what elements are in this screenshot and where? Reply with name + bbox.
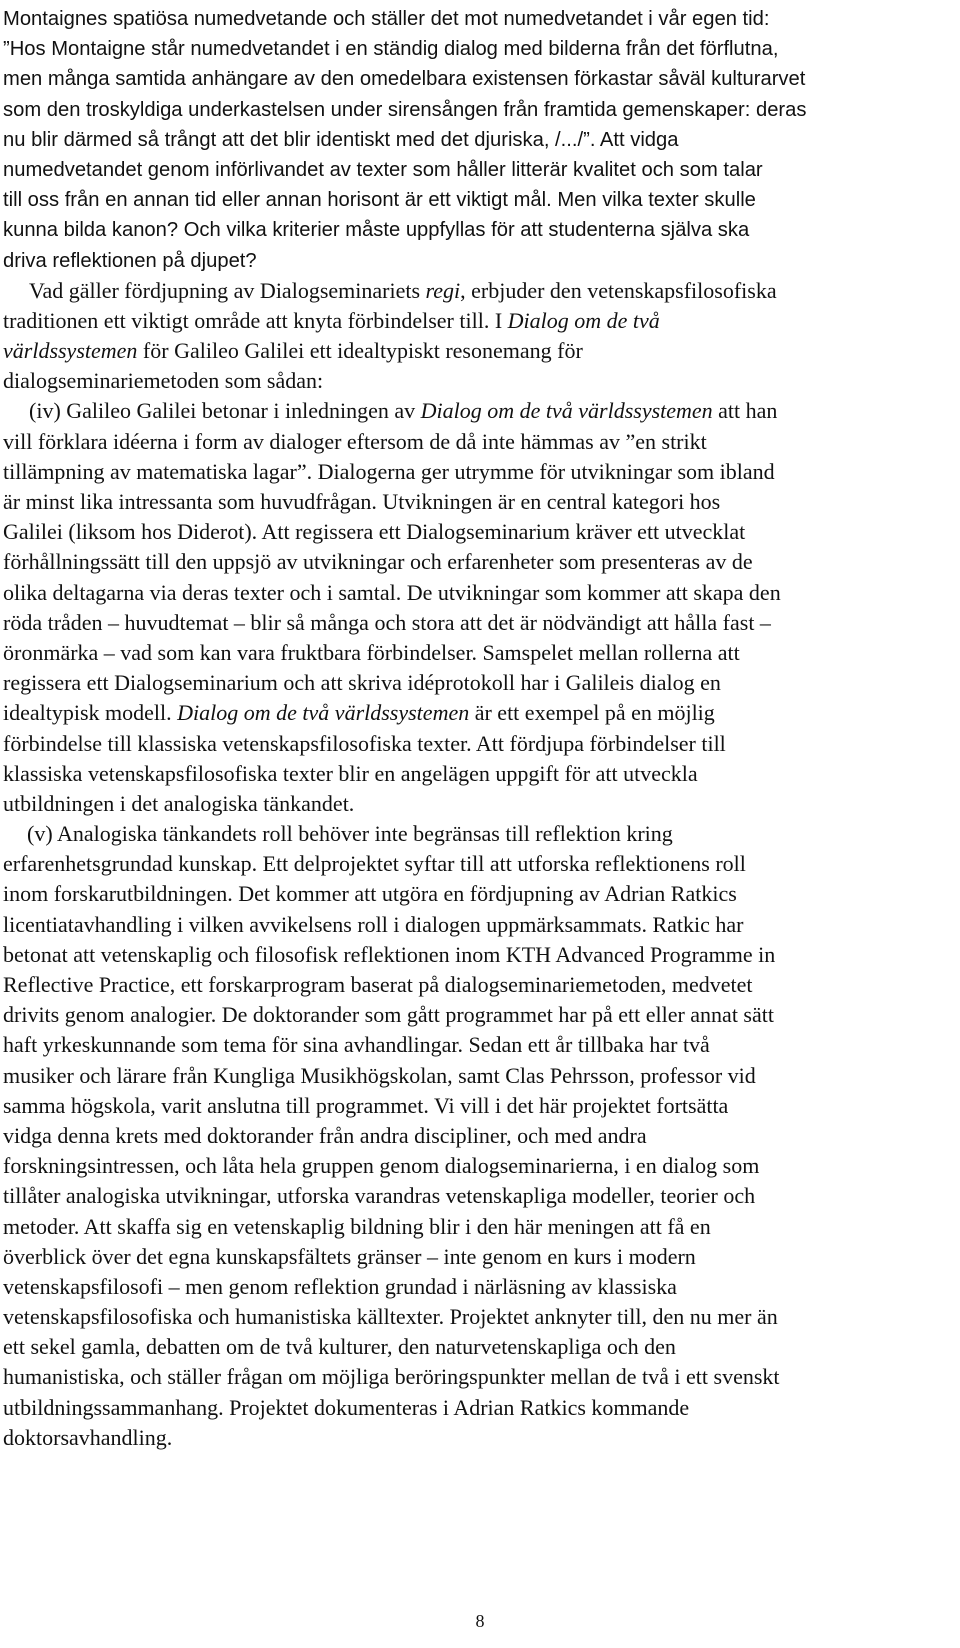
text-line <box>3 64 958 94</box>
text-line <box>3 125 958 155</box>
text-segment: humanistiska, och ställer frågan om möjliga beröringspunkter mellan de två i ett svenskt <box>3 1364 780 1390</box>
text-line <box>3 940 958 970</box>
text-segment: drivits genom analogier. De doktorander som gått programmet har på ett eller annat sätt <box>3 1002 774 1028</box>
text-line <box>3 608 958 638</box>
text-segment: som den troskyldiga underkastelsen under sirensången från framtida gemenskaper: deras <box>3 98 807 121</box>
text-segment: till oss från en annan tid eller annan horisont är ett viktigt mål. Men vilka texter skulle <box>3 189 756 212</box>
body-text <box>3 4 958 1453</box>
text-segment: metoder. Att skaffa sig en vetenskaplig bildning blir i den här meningen att få en <box>3 1213 711 1239</box>
text-line <box>3 215 958 245</box>
text-segment: numedvetandet genom införlivandet av texter som håller litterär kvalitet och som talar <box>3 158 763 181</box>
text-line <box>3 1362 958 1392</box>
italic-title-text: regi <box>425 277 461 303</box>
text-line <box>3 1091 958 1121</box>
text-line <box>3 789 958 819</box>
text-line <box>3 1242 958 1272</box>
text-segment: traditionen ett viktigt område att knyta förbindelser till. I <box>3 307 508 333</box>
text-segment: tillämpning av matematiska lagar”. Dialogerna ger utrymme för utvikningar som ibland <box>3 458 775 484</box>
text-segment: utbildningssammanhang. Projektet dokumenteras i Adrian Ratkics kommande <box>3 1394 690 1420</box>
text-segment: haft yrkeskunnande som tema för sina avhandlingar. Sedan ett år tillbaka har två <box>3 1032 710 1058</box>
text-segment: dialogseminariemetoden som sådan: <box>3 368 324 394</box>
text-segment: utbildningen i det analogiska tänkandet. <box>3 790 355 816</box>
text-line <box>3 427 958 457</box>
text-line <box>3 1393 958 1423</box>
text-segment: , erbjuder den vetenskapsfilosofiska <box>460 277 777 303</box>
text-segment: idealtypisk modell. <box>3 700 178 726</box>
text-line <box>3 336 958 366</box>
text-line <box>3 1302 958 1332</box>
text-line <box>3 819 958 849</box>
text-segment: att han <box>712 398 778 424</box>
text-segment: röda tråden – huvudtemat – blir så många och stora att det är nödvändigt att hålla fast – <box>3 609 771 635</box>
text-segment: kunna bilda kanon? Och vilka kriterier måste uppfyllas för att studenterna själva ska <box>3 219 750 242</box>
text-segment: driva reflektionen på djupet? <box>3 249 257 272</box>
text-line <box>3 910 958 940</box>
text-line <box>3 185 958 215</box>
text-line <box>3 1181 958 1211</box>
text-segment: musiker och lärare från Kungliga Musikhögskolan, samt Clas Pehrsson, professor vid <box>3 1062 756 1088</box>
text-segment: vetenskapsfilosofiska och humanistiska källtexter. Projektet anknyter till, den nu mer än <box>3 1304 778 1330</box>
text-line <box>3 1272 958 1302</box>
text-line <box>3 1332 958 1362</box>
text-line <box>3 155 958 185</box>
text-line <box>3 698 958 728</box>
italic-title-text: Dialog om de två världssystemen <box>177 700 470 726</box>
text-segment: (v) Analogiska tänkandets roll behöver inte begränsas till reflektion kring <box>27 821 673 847</box>
text-line <box>3 276 958 306</box>
text-segment: förhållningssätt till den uppsjö av utvikningar och erfarenheter som presenteras av de <box>3 549 753 575</box>
text-segment: klassiska vetenskapsfilosofiska texter blir en angelägen uppgift för att utveckla <box>3 760 698 786</box>
italic-title-text: Dialog om de två världssystemen <box>420 398 713 424</box>
text-line <box>3 638 958 668</box>
text-segment: vetenskapsfilosofi – men genom reflektion grundad i närläsning av klassiska <box>3 1273 677 1299</box>
text-line <box>3 1000 958 1030</box>
text-line <box>3 246 958 276</box>
text-line <box>3 34 958 64</box>
text-line <box>3 396 958 426</box>
text-segment: förbindelse till klassiska vetenskapsfilosofiska texter. Att fördjupa förbindelser till <box>3 730 726 756</box>
text-line <box>3 1121 958 1151</box>
text-segment: Galilei (liksom hos Diderot). Att regissera ett Dialogseminarium kräver ett utvecklat <box>3 519 746 545</box>
text-segment: ett sekel gamla, debatten om de två kulturer, den naturvetenskapliga och den <box>3 1334 676 1360</box>
text-line <box>3 517 958 547</box>
text-line <box>3 970 958 1000</box>
text-segment: Montaignes spatiösa numedvetande och ställer det mot numedvetandet i vår egen tid: <box>3 8 770 30</box>
text-segment: nu blir därmed så trångt att det blir identiskt med det djuriska, /.../”. Att vidga <box>3 128 679 151</box>
text-line <box>3 95 958 125</box>
text-segment: forskningsintressen, och låta hela gruppen genom dialogseminarierna, i en dialog som <box>3 1153 760 1179</box>
text-line <box>3 849 958 879</box>
text-segment: Vad gäller fördjupning av Dialogseminariets <box>29 277 426 303</box>
text-segment: samma högskola, varit anslutna till programmet. Vi vill i det här projektet fortsätta <box>3 1092 729 1118</box>
text-segment: Reflective Practice, ett forskarprogram baserat på dialogseminariemetoden, medvetet <box>3 972 753 997</box>
text-segment: är ett exempel på en möjlig <box>469 700 715 726</box>
text-line <box>3 729 958 759</box>
text-line <box>3 668 958 698</box>
text-segment: licentiatavhandling i vilken avvikelsens roll i dialogen uppmärksammats. Ratkic har <box>3 911 744 937</box>
text-line <box>3 759 958 789</box>
italic-title-text: världssystemen <box>3 338 138 364</box>
text-line <box>3 1423 958 1453</box>
text-segment: regissera ett Dialogseminarium och att skriva idéprotokoll har i Galileis dialog en <box>3 670 721 696</box>
text-segment: tillåter analogiska utvikningar, utforska varandras vetenskapliga modeller, teorier och <box>3 1183 756 1209</box>
text-line <box>3 487 958 517</box>
page-number: 8 <box>475 1611 485 1631</box>
text-segment: olika deltagarna via deras texter och i samtal. De utvikningar som kommer att skapa den <box>3 579 781 605</box>
text-segment: vill förklara idéerna i form av dialoger eftersom de då inte hämmas av ”en strikt <box>3 428 707 454</box>
italic-title-text: Dialog om de två <box>507 307 660 333</box>
text-segment: för Galileo Galilei ett idealtypiskt resonemang för <box>137 338 583 364</box>
text-segment: öronmärka – vad som kan vara fruktbara förbindelser. Samspelet mellan rollerna att <box>3 639 740 665</box>
text-line <box>3 366 958 396</box>
text-segment: (iv) Galileo Galilei betonar i inledningen av <box>29 398 421 424</box>
text-line <box>3 1030 958 1060</box>
text-line <box>3 578 958 608</box>
text-segment: doktorsavhandling. <box>3 1424 173 1450</box>
text-segment: ”Hos Montaigne står numedvetandet i en ständig dialog med bilderna från det förflutna, <box>3 38 779 61</box>
text-line <box>3 4 958 34</box>
text-line <box>3 1151 958 1181</box>
text-line <box>3 1212 958 1242</box>
text-line <box>3 306 958 336</box>
text-segment: inom forskarutbildningen. Det kommer att utgöra en fördjupning av Adrian Ratkics <box>3 881 737 907</box>
text-line <box>3 457 958 487</box>
text-line <box>3 879 958 909</box>
text-segment: betonat att vetenskaplig och filosofisk reflektionen inom KTH Advanced Programme in <box>3 941 776 967</box>
text-line <box>3 1061 958 1091</box>
text-line <box>3 547 958 577</box>
text-segment: men många samtida anhängare av den omedelbara existensen förkastar såväl kulturarvet <box>3 68 806 91</box>
text-segment: är minst lika intressanta som huvudfrågan. Utvikningen är en central kategori hos <box>3 489 721 514</box>
text-segment: erfarenhetsgrundad kunskap. Ett delprojektet syftar till att utforska reflektionens roll <box>3 851 746 877</box>
text-segment: vidga denna krets med doktorander från andra discipliner, och med andra <box>3 1122 647 1148</box>
text-segment: överblick över det egna kunskapsfältets gränser – inte genom en kurs i modern <box>3 1243 696 1269</box>
